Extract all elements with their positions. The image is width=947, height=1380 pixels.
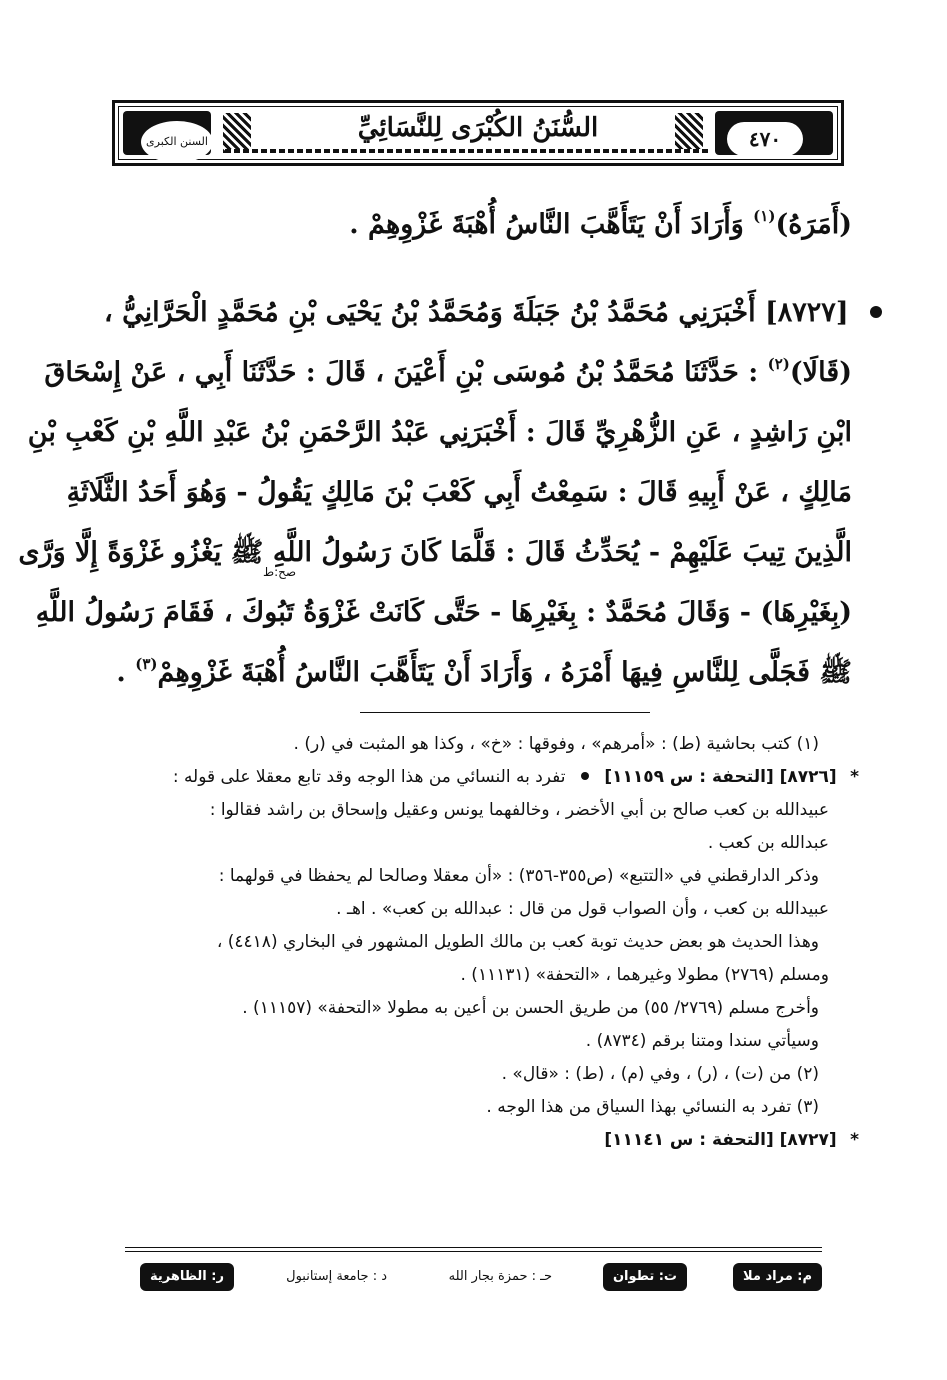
bottom-divider bbox=[125, 1251, 822, 1252]
footnote-marker: (١) bbox=[753, 207, 776, 225]
text-line: (بِغَيْرِهَا) - وَقَالَ مُحَمَّدٌ : بِغَيْرِهَا - حَتَّى كَانَتْ غَزْوَةُ تَبُوكَ ، فَقَامَ رَسُولُ اللَّهِ bbox=[35, 597, 852, 628]
star-icon: * bbox=[850, 1130, 859, 1150]
text-line: مَالِكٍ ، عَنْ أَبِيهِ قَالَ : سَمِعْتُ أَبِي كَعْبَ بْنَ مَالِكٍ يَقُولُ - وَهُوَ أَحَدُ الثَّلَاثَةِ bbox=[66, 477, 852, 508]
main-text bbox=[18, 195, 852, 703]
bottom-divider bbox=[125, 1247, 822, 1248]
footnote-line: عبيدالله بن كعب ، وأن الصواب قول من قال : عبدالله بن كعب» . اهـ . bbox=[336, 899, 829, 919]
text-line: (قَالَا)$^{(٢)}$ : حَدَّثَنَا مُحَمَّدُ بْنُ مُوسَى بْنِ أَعْيَنَ ، قَالَ : حَدَّثَنَا أَبِي ، عَنْ إِسْحَاقَ bbox=[44, 355, 852, 388]
text-line: (أَمَرَهُ)$^{(١)}$ وَأَرَادَ أَنْ يَتَأَهَّبَ النَّاسُ أُهْبَةَ غَزْوِهِمْ . bbox=[349, 207, 852, 240]
source-d: د : جامعة إستانبول bbox=[286, 1269, 387, 1284]
star-icon: * bbox=[850, 767, 859, 787]
correction-note: صح:ط bbox=[263, 565, 297, 579]
footnote-line: وأخرج مسلم (٢٧٦٩/ ٥٥) من طريق الحسن بن أعين به مطولا «التحفة» (١١١٥٧) . bbox=[242, 998, 819, 1018]
footnote-line: * [٨٧٢٦] [التحفة : س ١١١٥٩] تفرد به النسائي من هذا الوجه وقد تابع معقلا على قوله : bbox=[172, 767, 859, 787]
text-line: ﷺ فَجَلَّى لِلنَّاسِ فِيهَا أَمْرَهُ ، وَأَرَادَ أَنْ يَتَأَهَّبَ النَّاسُ أُهْبَةَ غَزْوِهِمْ$^{(٣)}$ . bbox=[116, 655, 852, 688]
footnote-line: * [٨٧٢٧] [التحفة : س ١١١٤١] bbox=[604, 1130, 859, 1150]
page-number: ٤٧٠ bbox=[727, 122, 803, 156]
footnote-line: (٣) تفرد به النسائي بهذا السياق من هذا الوجه . bbox=[486, 1097, 819, 1117]
book-title: السُّنَنُ الكُبْرَى لِلنَّسَائِيِّ bbox=[357, 113, 599, 143]
footnote-marker: (٣) bbox=[135, 655, 158, 673]
footnote-line: عبيدالله بن كعب صالح بن أبي الأخضر ، وخالفهما يونس وعقيل وإسحاق بن راشد فقالوا : bbox=[209, 800, 829, 820]
footnote-line: وهذا الحديث هو بعض حديث توبة كعب بن مالك الطويل المشهور في البخاري (٤٤١٨) ، bbox=[216, 932, 819, 952]
source-badge-r: ر: الظاهرية bbox=[140, 1263, 234, 1291]
footnote-line: وذكر الدارقطني في «التتبع» (ص٣٥٥-٣٥٦) : «أن معقلا وصالحا لم يحفظا في قولهما : bbox=[218, 866, 819, 886]
title-underline bbox=[225, 149, 711, 153]
source-badge-t: ت: تطوان bbox=[603, 1263, 687, 1291]
source-h: حـ : حمزة بجار الله bbox=[448, 1269, 552, 1284]
footnote-line: عبدالله بن كعب . bbox=[707, 833, 829, 853]
book-emblem: السنن الكبرى bbox=[141, 121, 213, 163]
text-line: ابْنِ رَاشِدٍ ، عَنِ الزُّهْرِيِّ قَالَ : أَخْبَرَنِي عَبْدُ الرَّحْمَنِ بْنُ عَبْدِ اللَّهِ بْنِ كَعْبِ بْنِ bbox=[27, 417, 852, 448]
bullet-icon bbox=[870, 306, 882, 318]
text-line: [٨٧٢٧] أَخْبَرَنِي مُحَمَّدُ بْنُ جَبَلَةَ وَمُحَمَّدُ بْنُ يَحْيَى بْنِ مُحَمَّدٍ الْحَرَّانِيُّ ، bbox=[95, 283, 852, 343]
footnotes bbox=[90, 728, 859, 1157]
footnote-line: (٢) من (ت) ، (ر) ، وفي (م) ، (ط) : «قال» . bbox=[501, 1064, 819, 1084]
bullet-icon bbox=[581, 772, 589, 780]
footnote-divider bbox=[360, 712, 650, 713]
page-header bbox=[112, 100, 844, 166]
footnote-line: ومسلم (٢٧٦٩) مطولا وغيرهما ، «التحفة» (١١١٣١) . bbox=[460, 965, 829, 985]
text-line: الَّذِينَ تِيبَ عَلَيْهِمْ - يُحَدِّثُ قَالَ : قَلَّمَا كَانَ رَسُولُ اللَّهِ ﷺ يَغْزُو غَزْوَةً إِلَّا وَرَّى bbox=[18, 537, 852, 568]
footnote-line: وسيأتي سندا ومتنا برقم (٨٧٣٤) . bbox=[585, 1031, 819, 1051]
footnote-line: (١) كتب بحاشية (ط) : «أمرهم» ، وفوقها : «خ» ، وكذا هو المثبت في (ر) . bbox=[293, 734, 819, 754]
source-badge-m: م: مراد ملا bbox=[733, 1263, 822, 1291]
footnote-marker: (٢) bbox=[767, 355, 790, 373]
